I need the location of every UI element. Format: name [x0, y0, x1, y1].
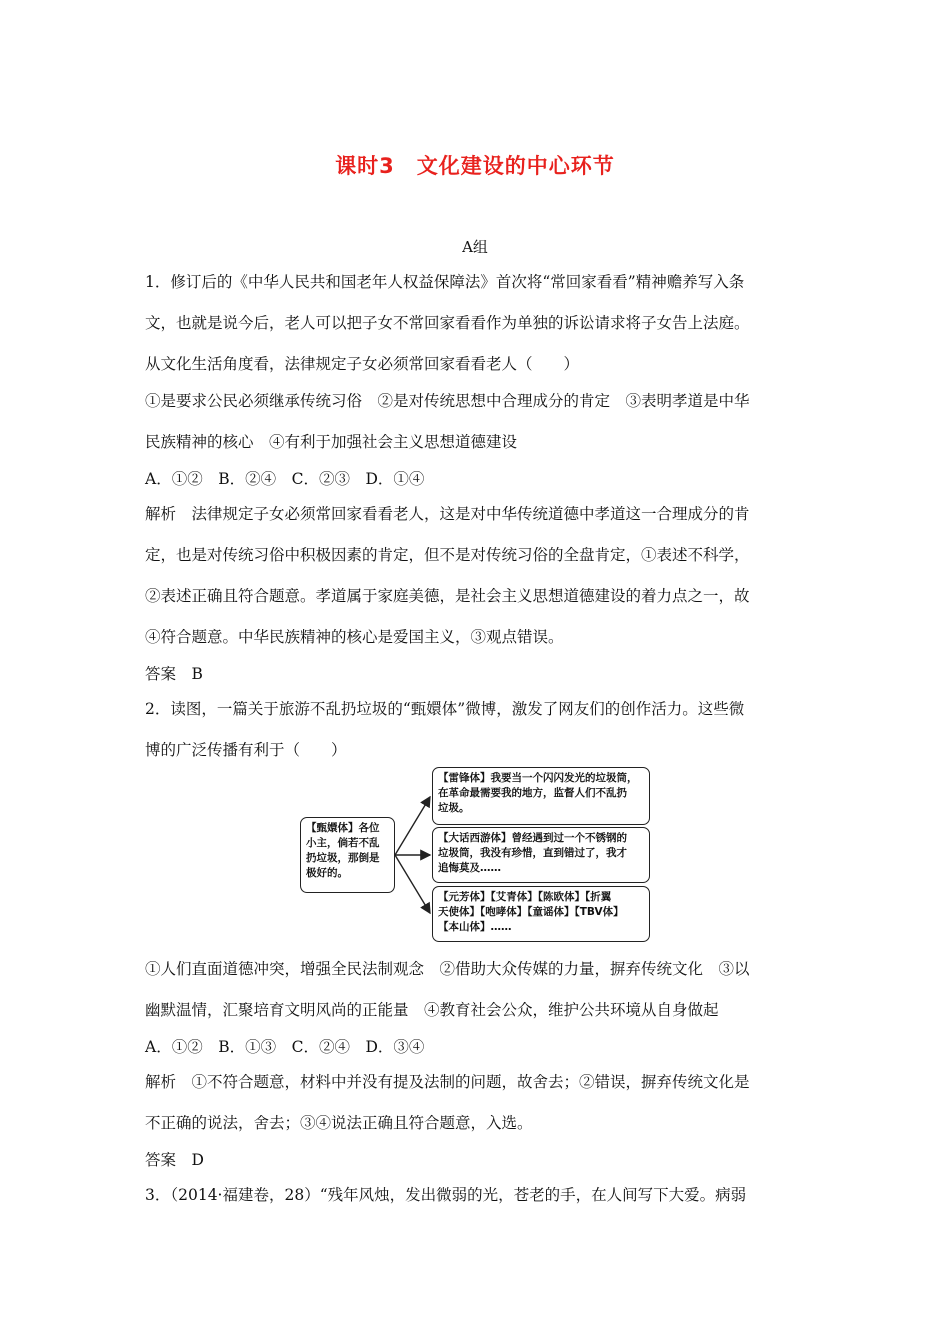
text-line: 2．读图，一篇关于旅游不乱扔垃圾的“甄嬛体”微博，激发了网友们的创作活力。这些微	[145, 700, 745, 718]
text-line: 3．（2014·福建卷，28）“残年风烛，发出微弱的光，苍老的手，在人间写下大爱。病弱	[145, 1186, 747, 1204]
text-line: 不正确的说法，舍去；③④说法正确且符合题意，入选。	[145, 1114, 533, 1132]
weibo-diagram	[300, 767, 650, 942]
target-box: 【大话西游体】曾经遇到过一个不锈钢的 垃圾筒，我没有珍惜，直到错过了，我才 追悔莫及……	[432, 827, 650, 883]
text-line: 文，也就是说今后，老人可以把子女不常回家看看作为单独的诉讼请求将子女告上法庭。	[145, 314, 750, 332]
text-line: 从文化生活角度看，法律规定子女必须常回家看看老人（ ）	[145, 355, 580, 373]
text-line: 民族精神的核心 ④有利于加强社会主义思想道德建设	[145, 433, 518, 451]
answer-options: A．①② B．①③ C．②④ D．③④	[145, 1038, 425, 1056]
text-line: ①是要求公民必须继承传统习俗 ②是对传统思想中合理成分的肯定 ③表明孝道是中华	[145, 392, 750, 410]
group-heading: A组	[462, 238, 488, 256]
answer-line: 答案 D	[145, 1151, 204, 1169]
answer-options: A．①② B．②④ C．②③ D．①④	[145, 470, 425, 488]
text-line: 解析 ①不符合题意，材料中并没有提及法制的问题，故舍去；②错误，摒弃传统文化是	[145, 1073, 750, 1091]
text-line: 解析 法律规定子女必须常回家看看老人，这是对中华传统道德中孝道这一合理成分的肯	[145, 505, 750, 523]
text-line: ④符合题意。中华民族精神的核心是爱国主义，③观点错误。	[145, 628, 564, 646]
text-line: 定，也是对传统习俗中积极因素的肯定，但不是对传统习俗的全盘肯定，①表述不科学，	[145, 546, 750, 564]
text-line: 1．修订后的《中华人民共和国老年人权益保障法》首次将“常回家看看”精神赡养写入条	[145, 273, 745, 291]
text-line: ①人们直面道德冲突，增强全民法制观念 ②借助大众传媒的力量，摒弃传统文化 ③以	[145, 960, 750, 978]
text-line: ②表述正确且符合题意。孝道属于家庭美德，是社会主义思想道德建设的着力点之一，故	[145, 587, 750, 605]
text-line: 幽默温情，汇聚培育文明风尚的正能量 ④教育社会公众，维护公共环境从自身做起	[145, 1001, 719, 1019]
source-box: 【甄嬛体】各位 小主，倘若不乱 扔垃圾，那倒是 极好的。	[300, 817, 395, 893]
target-box: 【雷锋体】我要当一个闪闪发光的垃圾筒， 在革命最需要我的地方，监督人们不乱扔 垃圾。	[432, 767, 650, 825]
answer-line: 答案 B	[145, 665, 203, 683]
text-line: 博的广泛传播有利于（ ）	[145, 741, 347, 759]
target-box: 【元芳体】【艾青体】【陈欧体】【折翼 天使体】【咆哮体】【童谣体】【TBV体】 【本山体】……	[432, 886, 650, 942]
page-title: 课时3 文化建设的中心环节	[335, 154, 615, 178]
